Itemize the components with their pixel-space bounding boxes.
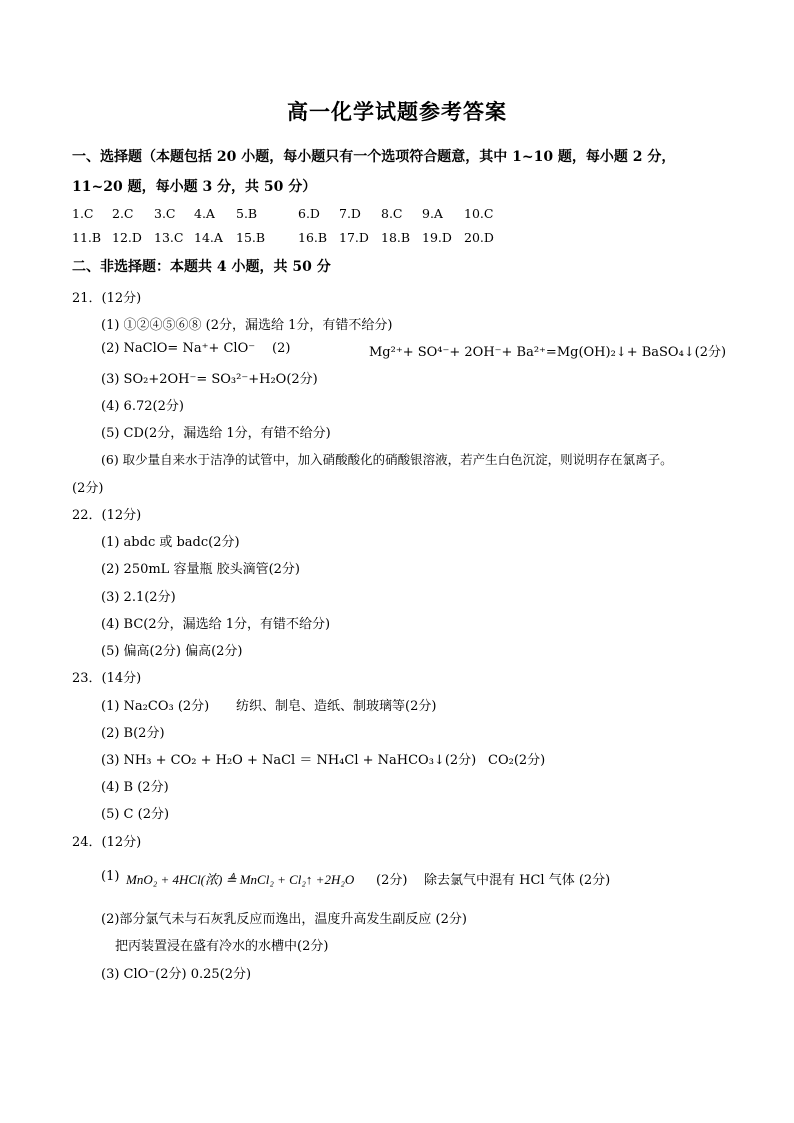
answer-item: 2.C (112, 206, 134, 221)
question-22-label: 22．(12分) (72, 508, 142, 523)
answer-item: 17.D (339, 230, 369, 245)
answer-item: 7.D (339, 206, 361, 221)
answer-item: 12.D (112, 230, 142, 245)
answer-item: 1.C (72, 206, 94, 221)
q21-answer-2b: (2) (272, 341, 291, 356)
page-title: 高一化学试题参考答案 (287, 99, 507, 124)
q21-answer-5: (5) CD(2分，漏选给 1分，有错不给分) (101, 426, 331, 441)
answer-item: 16.B (298, 230, 328, 245)
answer-item: 11.B (72, 230, 102, 245)
answer-item: 15.B (236, 230, 266, 245)
part1-heading-line1: 一、选择题（本题包括 20 小题，每小题只有一个选项符合题意，其中 1~10 题，每小题 2 分， (72, 149, 676, 165)
q21-answer-1: (1) ①②④⑤⑥⑧ (2分，漏选给 1分，有错不给分) (101, 318, 393, 333)
q23-answer-4: (4) B (2分) (101, 780, 169, 795)
answer-item: 8.C (381, 206, 403, 221)
q24-answer-3: (3) ClO⁻(2分) 0.25(2分) (101, 967, 252, 982)
q22-answer-1: (1) abdc 或 badc(2分) (101, 535, 240, 550)
q23-answer-3a: (3) NH₃ + CO₂ + H₂O + NaCl ＝ NH₄Cl + NaHCO₃↓(2分) (101, 753, 477, 768)
q24-answer-1b: 除去氯气中混有 HCl 气体 (2分) (424, 873, 611, 888)
q24-equation: MnO₂ + 4HCl(浓) ≜ MnCl₂ + Cl₂↑ +2H₂O (126, 872, 355, 887)
answer-item: 10.C (464, 206, 494, 221)
question-24-label: 24．(12分) (72, 835, 142, 850)
q21-answer-6-score: (2分) (72, 481, 104, 496)
question-23-label: 23．(14分) (72, 671, 142, 686)
part1-heading-line2: 11~20 题，每小题 3 分，共 50 分） (72, 179, 317, 195)
part2-heading: 二、非选择题：本题共 4 小题，共 50 分 (72, 259, 331, 275)
answer-item: 19.D (422, 230, 452, 245)
question-21-label: 21．(12分) (72, 291, 142, 306)
q24-answer-1-score: (2分) (376, 873, 408, 888)
q21-answer-4: (4) 6.72(2分) (101, 399, 184, 414)
answer-item: 5.B (236, 206, 258, 221)
q24-answer-2a: (2)部分氯气未与石灰乳反应而逸出，温度升高发生副反应 (2分) (101, 912, 467, 927)
answer-item: 20.D (464, 230, 494, 245)
q22-answer-2: (2) 250mL 容量瓶 胶头滴管(2分) (101, 562, 300, 577)
q23-answer-2: (2) B(2分) (101, 726, 165, 741)
answer-item: 4.A (194, 206, 215, 221)
q24-answer-2b: 把丙装置浸在盛有冷水的水槽中(2分) (115, 939, 329, 954)
answer-item: 18.B (381, 230, 411, 245)
q21-answer-2c: Mg²⁺+ SO⁴⁻+ 2OH⁻+ Ba²⁺=Mg(OH)₂↓+ BaSO₄↓(2分) (369, 345, 727, 360)
q22-answer-3: (3) 2.1(2分) (101, 590, 176, 605)
answer-item: 13.C (154, 230, 184, 245)
q23-answer-1b: 纺织、制皂、造纸、制玻璃等(2分) (236, 699, 437, 714)
q23-answer-1a: (1) Na₂CO₃ (2分) (101, 699, 210, 714)
q23-answer-5: (5) C (2分) (101, 807, 170, 822)
q24-answer-1-prefix: (1) (101, 869, 120, 884)
answer-item: 3.C (154, 206, 176, 221)
answer-item: 9.A (422, 206, 443, 221)
q21-answer-2a: (2) NaClO= Na⁺+ ClO⁻ (101, 341, 256, 356)
q23-answer-3b: CO₂(2分) (488, 753, 546, 768)
q22-answer-5: (5) 偏高(2分) 偏高(2分) (101, 644, 243, 659)
q21-answer-6: (6) 取少量自来水于洁净的试管中，加入硝酸酸化的硝酸银溶液，若产生白色沉淀，则说明存在氯离子。 (101, 452, 673, 467)
answer-item: 6.D (298, 206, 320, 221)
q22-answer-4: (4) BC(2分，漏选给 1分，有错不给分) (101, 617, 331, 632)
answer-item: 14.A (194, 230, 223, 245)
q21-answer-3: (3) SO₂+2OH⁻= SO₃²⁻+H₂O(2分) (101, 372, 318, 387)
